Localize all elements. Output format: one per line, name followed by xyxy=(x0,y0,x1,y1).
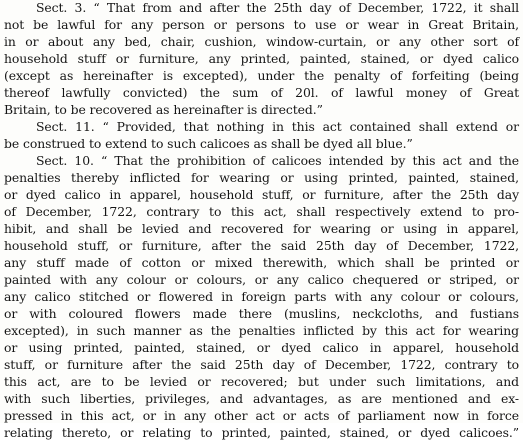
text-line: or using printed, painted, stained, or dyed calico in apparel, household xyxy=(4,340,519,355)
text-line: be construed to extend to such calicoes as shall be dyed all blue.” xyxy=(4,136,413,151)
text-line: not be lawful for any person or persons to use or wear in Great Britain, xyxy=(4,17,519,32)
text-line: Britain, to be recovered as hereinafter is directed.” xyxy=(4,102,323,117)
text-line: in or about any bed, chair, cushion, window-curtain, or any other sort of xyxy=(4,34,519,49)
text-line: Sect. 3. “ That from and after the 25th day of December, 1722, it shall xyxy=(36,0,519,15)
text-line: any calico stitched or flowered in foreign parts with any colour or colours, xyxy=(4,289,519,304)
text-line: any stuff made of cotton or mixed therewith, which shall be printed or xyxy=(4,255,519,270)
text-line: excepted), in such manner as the penalties inflicted by this act for wearing xyxy=(4,323,519,338)
text-line: hibit, and shall be levied and recovered for wearing or using in apparel, xyxy=(4,221,519,236)
text-line: (except as hereinafter is excepted), under the penalty of forfeiting (being xyxy=(4,68,519,83)
text-line: Sect. 10. “ That the prohibition of calicoes intended by this act and the xyxy=(36,153,519,168)
text-line: painted with any colour or colours, or any calico chequered or striped, or xyxy=(4,272,519,287)
text-line: or dyed calico in apparel, household stuff, or furniture, after the 25th day xyxy=(4,187,519,202)
text-line: Sect. 11. “ Provided, that nothing in this act contained shall extend or xyxy=(36,119,519,134)
text-line: with such liberties, privileges, and advantages, as are mentioned and ex- xyxy=(4,391,519,406)
text-line: this act, are to be levied or recovered; but under such limitations, and xyxy=(4,374,519,389)
text-line: pressed in this act, or in any other act or acts of parliament now in force xyxy=(4,408,519,423)
text-line: or with coloured flowers made there (muslins, neckcloths, and fustians xyxy=(4,306,519,321)
text-line: of December, 1722, contrary to this act, shall respectively extend to pro- xyxy=(4,204,519,219)
text-line: household stuff, or furniture, after the said 25th day of December, 1722, xyxy=(4,238,519,253)
text-line: penalties thereby inflicted for wearing or using printed, painted, stained, xyxy=(4,170,519,185)
text-line: household stuff or furniture, any printed, painted, stained, or dyed calico xyxy=(4,51,519,66)
text-line: stuff, or furniture after the said 25th day of December, 1722, contrary to xyxy=(4,357,519,372)
text-line: relating thereto, or relating to printed, painted, stained, or dyed calicoes.” xyxy=(4,425,519,440)
text-line: thereof lawfully convicted) the sum of 20l. of lawful money of Great xyxy=(4,85,519,100)
